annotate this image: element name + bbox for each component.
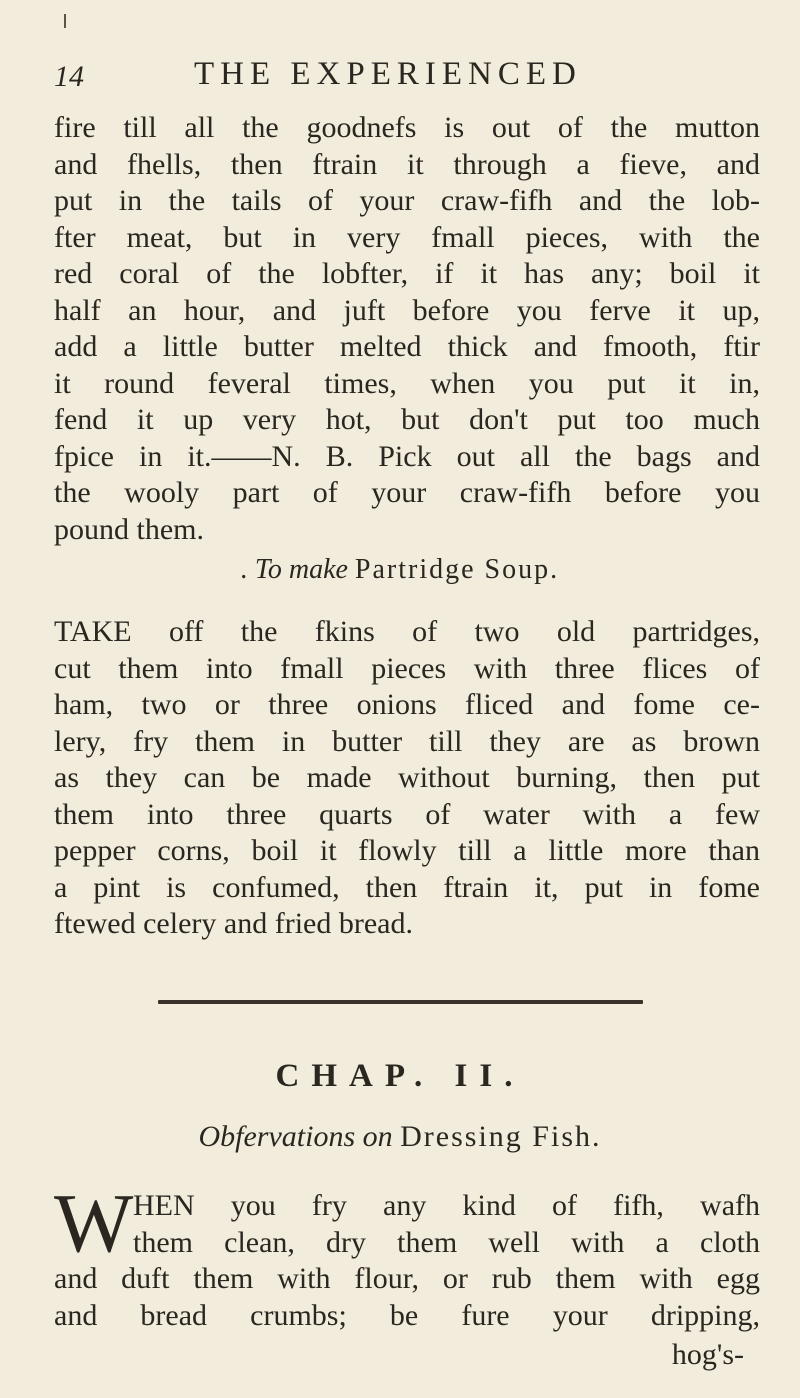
chapter-heading: CHAP. II. bbox=[275, 1058, 525, 1094]
recipe-title-prefix: . To make bbox=[240, 554, 348, 585]
text-line: and bread crumbs; be fure your dripping, bbox=[54, 1298, 760, 1332]
text-line: them clean, dry them well with a cloth bbox=[133, 1225, 760, 1259]
page-number: 14 bbox=[54, 60, 84, 93]
text-line: a pint is confumed, then ftrain it, put in fome bbox=[54, 870, 760, 904]
text-line: half an hour, and juft before you ferve it up, bbox=[54, 293, 760, 327]
text-line: fend it up very hot, but don't put too much bbox=[54, 403, 760, 436]
text-line: fpice in it.——N. B. Pick out all the bags and bbox=[54, 439, 760, 473]
chapter-subtitle-prefix: Obfervations on bbox=[198, 1120, 393, 1153]
text-line: the wooly part of your craw-fifh before you bbox=[54, 476, 760, 509]
chapter-subtitle-caps: Dressing Fish. bbox=[400, 1120, 602, 1153]
paragraph-mutton-soup-end bbox=[54, 110, 760, 548]
text-line: it round feveral times, when you put it in, bbox=[54, 366, 760, 400]
text-line: as they can be made without burning, then put bbox=[54, 761, 760, 794]
recipe-title-name: Partridge Soup. bbox=[354, 554, 560, 585]
text-line: fire till all the goodnefs is out of the mutton bbox=[54, 111, 760, 144]
page-header bbox=[54, 56, 754, 96]
recipe-title-partridge-soup bbox=[0, 554, 800, 586]
paragraph-fish bbox=[54, 1261, 760, 1334]
paragraph-fish-indented bbox=[133, 1188, 760, 1261]
text-line: HEN you fry any kind of fifh, wafh bbox=[133, 1189, 760, 1222]
catchword: hog's- bbox=[671, 1338, 744, 1371]
text-line: TAKE off the fkins of two old partridges, bbox=[54, 615, 760, 648]
paragraph-partridge-soup bbox=[54, 614, 760, 943]
text-line: ftewed celery and fried bread. bbox=[54, 907, 413, 940]
text-line: cut them into fmall pieces with three flices of bbox=[54, 651, 760, 685]
text-line: put in the tails of your craw-fifh and the lob- bbox=[54, 184, 760, 217]
text-line: fter meat, but in very fmall pieces, with the bbox=[54, 220, 760, 254]
text-line: them into three quarts of water with a few bbox=[54, 797, 760, 831]
running-head: THE EXPERIENCED bbox=[194, 56, 582, 92]
text-line: add a little butter melted thick and fmooth, ftir bbox=[54, 330, 760, 363]
text-line: red coral of the lobfter, if it has any; boil it bbox=[54, 257, 760, 290]
drop-cap: W bbox=[54, 1177, 134, 1270]
text-line: lery, fry them in butter till they are as brown bbox=[54, 724, 760, 758]
text-line: and duft them with flour, or rub them with egg bbox=[54, 1262, 760, 1295]
section-divider bbox=[158, 1000, 643, 1004]
text-line: pepper corns, boil it flowly till a little more than bbox=[54, 834, 760, 867]
chapter-subtitle bbox=[0, 1120, 800, 1154]
text-line: and fhells, then ftrain it through a fieve, and bbox=[54, 147, 760, 181]
text-line: ham, two or three onions fliced and fome ce- bbox=[54, 688, 760, 721]
margin-mark bbox=[64, 14, 66, 28]
text-line: pound them. bbox=[54, 512, 204, 546]
